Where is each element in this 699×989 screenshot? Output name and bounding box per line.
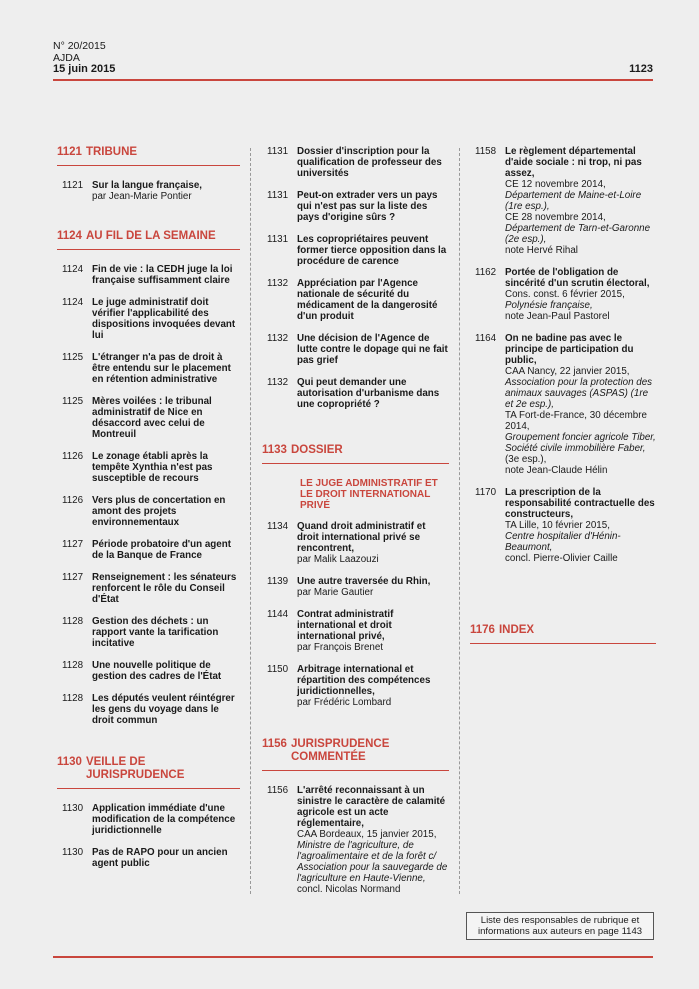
entry-page: 1127 — [62, 539, 84, 550]
toc-entry[interactable] — [470, 487, 656, 564]
column-3 — [470, 146, 656, 658]
toc-entry[interactable] — [57, 297, 240, 341]
entry-page: 1124 — [62, 297, 84, 308]
entry-title: On ne badine pas avec le principe de participation du public, — [505, 333, 634, 366]
toc-entry[interactable] — [57, 572, 240, 605]
entry-page: 1130 — [62, 803, 84, 814]
entry-page: 1128 — [62, 616, 84, 627]
entry-title: Contrat administratif international et droit international privé, — [297, 609, 394, 642]
entry-title: Arbitrage international et répartition des compétences juridictionnelles, — [297, 664, 431, 697]
entry-page: 1128 — [62, 693, 84, 704]
entry-page: 1125 — [62, 352, 84, 363]
toc-entry[interactable] — [57, 352, 240, 385]
entry-page: 1126 — [62, 495, 84, 506]
toc-entry[interactable] — [57, 660, 240, 682]
entry-page: 1139 — [267, 576, 289, 587]
entry-detail: TA Lille, 10 février 2015, — [505, 520, 610, 531]
toc-entry[interactable] — [470, 333, 656, 476]
section-index — [470, 624, 656, 644]
entry-page: 1125 — [62, 396, 84, 407]
section-page: 1176 — [470, 624, 495, 636]
entry-detail: (3e esp.), — [505, 454, 547, 465]
entry-page: 1170 — [475, 487, 497, 498]
entry-title: Une nouvelle politique de gestion des cadres de l'État — [92, 660, 222, 682]
issue-date: 15 juin 2015 — [53, 63, 116, 75]
entry-page: 1158 — [475, 146, 497, 157]
entry-title: Les copropriétaires peuvent former tierce opposition dans la procédure de carence — [297, 234, 447, 267]
toc-entry[interactable] — [57, 180, 240, 202]
entry-title: Renseignement : les sénateurs renforcent le rôle du Conseil d'État — [92, 572, 237, 605]
entry-author: par Marie Gautier — [297, 587, 374, 598]
section-title — [262, 444, 449, 464]
column-2 — [262, 146, 449, 906]
section-title — [57, 230, 240, 250]
entry-detail: Département de Tarn-et-Garonne (2e esp.), — [505, 223, 651, 245]
entry-title: Le zonage établi après la tempête Xynthia n'est pas susceptible de recours — [92, 451, 213, 484]
entry-page: 1130 — [62, 847, 84, 858]
entry-title: Fin de vie : la CEDH juge la loi française suffisamment claire — [92, 264, 233, 286]
top-rule — [53, 79, 653, 81]
toc-entry[interactable] — [262, 521, 449, 565]
toc-entry[interactable] — [470, 267, 656, 322]
entry-detail: CAA Nancy, 22 janvier 2015, — [505, 366, 630, 377]
entry-page: 1156 — [267, 785, 289, 796]
entry-page: 1131 — [267, 190, 289, 201]
section-label: VEILLE DE JURISPRUDENCE — [85, 756, 185, 781]
entry-court: CAA Bordeaux, 15 janvier 2015, — [297, 829, 437, 840]
entry-title: Le juge administratif doit vérifier l'applicabilité des dispositions invoquées devant lui — [92, 297, 236, 341]
section-veille — [57, 756, 240, 869]
entry-detail: Groupement foncier agricole Tiber, Société civile immobilière Faber, — [505, 432, 656, 454]
toc-entry[interactable] — [470, 146, 656, 256]
entry-detail: TA Fort-de-France, 30 décembre 2014, — [505, 410, 647, 432]
toc-entry[interactable] — [262, 609, 449, 653]
entry-page: 1134 — [267, 521, 289, 532]
entry-title: Période probatoire d'un agent de la Banque de France — [92, 539, 231, 561]
entry-title: Quand droit administratif et droit international privé se rencontrent, — [297, 521, 426, 554]
entry-page: 1150 — [267, 664, 289, 675]
entry-page: 1162 — [475, 267, 497, 278]
entry-page: 1127 — [62, 572, 84, 583]
column-divider-1 — [250, 148, 251, 894]
entry-page: 1131 — [267, 146, 289, 157]
toc-entry[interactable] — [262, 234, 449, 267]
toc-entry[interactable] — [262, 377, 449, 410]
section-semaine — [57, 230, 240, 726]
entry-detail: Centre hospitalier d'Hénin-Beaumont, — [505, 531, 621, 553]
entry-title: Le règlement départemental d'aide sociale : ni trop, ni pas assez, — [505, 146, 642, 179]
entry-title: Qui peut demander une autorisation d'urbanisme dans une copropriété ? — [297, 377, 440, 410]
authors-info-note: Liste des responsables de rubrique et informations aux auteurs en page 1143 — [466, 912, 654, 940]
bottom-rule — [53, 956, 653, 958]
section-label: TRIBUNE — [85, 146, 138, 158]
section-jurisprudence — [262, 738, 449, 895]
section-page: 1124 — [57, 230, 82, 242]
entry-page: 1124 — [62, 264, 84, 275]
toc-entry[interactable] — [262, 146, 449, 179]
page-number: 1123 — [629, 63, 653, 75]
entry-detail: concl. Pierre-Olivier Caille — [505, 553, 618, 564]
toc-entry[interactable] — [262, 278, 449, 322]
dossier-heading: LE JUGE ADMINISTRATIF ET LE DROIT INTERNATIONAL PRIVÉ — [300, 478, 438, 511]
entry-note: concl. Nicolas Normand — [297, 884, 401, 895]
toc-entry[interactable] — [262, 785, 449, 895]
entry-page: 1131 — [267, 234, 289, 245]
section-page: 1121 — [57, 146, 82, 158]
toc-entry[interactable] — [57, 616, 240, 649]
toc-entry[interactable] — [57, 539, 240, 561]
section-tribune — [57, 146, 240, 202]
toc-entry[interactable] — [57, 264, 240, 286]
entry-title: Les députés veulent réintégrer les gens du voyage dans le droit commun — [92, 693, 235, 726]
toc-entry[interactable] — [57, 803, 240, 836]
entry-title: Portée de l'obligation de sincérité d'un scrutin électoral, — [505, 267, 650, 289]
entry-page: 1144 — [267, 609, 289, 620]
entry-author: par Jean-Marie Pontier — [92, 191, 192, 202]
entry-title: Une autre traversée du Rhin, — [297, 576, 431, 587]
entry-parties: Ministre de l'agriculture, de l'agroalimentaire et de la forêt c/ Association pour la sauvegarde de l'agriculture en Haute-Vienne, — [297, 840, 448, 884]
entry-title: Gestion des déchets : un rapport vante la tarification incitative — [92, 616, 219, 649]
section-label: DOSSIER — [290, 444, 343, 456]
entry-page: 1121 — [62, 180, 84, 191]
entry-page: 1164 — [475, 333, 497, 344]
toc-entry[interactable] — [57, 847, 240, 869]
entry-title: Pas de RAPO pour un ancien agent public — [92, 847, 228, 869]
toc-entry[interactable] — [262, 576, 449, 598]
section-page: 1156 — [262, 738, 287, 750]
entry-title: L'étranger n'a pas de droit à être entendu sur le placement en rétention administrative — [92, 352, 231, 385]
entry-author: par Malik Laazouzi — [297, 554, 379, 565]
entry-detail: Polynésie française, — [505, 300, 593, 311]
toc-entry[interactable] — [57, 396, 240, 440]
entry-title: Peut-on extrader vers un pays qui n'est pas sur la liste des pays d'origine sûrs ? — [297, 190, 438, 223]
entry-detail: note Jean-Claude Hélin — [505, 465, 608, 476]
entry-detail: Cons. const. 6 février 2015, — [505, 289, 625, 300]
toc-entry[interactable] — [262, 664, 449, 708]
entry-detail: note Hervé Rihal — [505, 245, 578, 256]
column-divider-2 — [459, 148, 460, 894]
toc-entry[interactable] — [57, 451, 240, 484]
section-title — [57, 756, 240, 789]
journal-name: AJDA — [53, 51, 80, 64]
entry-page: 1132 — [267, 278, 289, 289]
entry-title: Appréciation par l'Agence nationale de sécurité du médicament de la dangerosité d'un produit — [297, 278, 438, 322]
entry-title: Vers plus de concertation en amont des projets environnementaux — [92, 495, 226, 528]
column-1 — [57, 146, 240, 880]
section-title[interactable] — [470, 624, 656, 644]
toc-entry[interactable] — [57, 495, 240, 528]
entry-title: L'arrêté reconnaissant à un sinistre le caractère de calamité agricole est un acte réglementaire, — [297, 785, 446, 829]
entry-page: 1132 — [267, 333, 289, 344]
entry-page: 1128 — [62, 660, 84, 671]
section-title — [262, 738, 449, 771]
toc-entry[interactable] — [262, 333, 449, 366]
toc-entry[interactable] — [262, 190, 449, 223]
entry-title: La prescription de la responsabilité contractuelle des constructeurs, — [505, 487, 655, 520]
section-title — [57, 146, 240, 166]
toc-entry[interactable] — [57, 693, 240, 726]
entry-title: Dossier d'inscription pour la qualification de professeur des universités — [297, 146, 442, 179]
entry-detail: CE 28 novembre 2014, — [505, 212, 606, 223]
entry-author: par François Brenet — [297, 642, 384, 653]
section-dossier — [262, 444, 449, 708]
entry-page: 1126 — [62, 451, 84, 462]
entry-author: par Frédéric Lombard — [297, 697, 392, 708]
entry-detail: Association pour la protection des animaux sauvages (ASPAS) (1re et 2e esp.), — [505, 377, 653, 410]
entry-detail: note Jean-Paul Pastorel — [505, 311, 610, 322]
section-label: AU FIL DE LA SEMAINE — [85, 230, 216, 242]
section-label: JURISPRUDENCE COMMENTÉE — [290, 738, 390, 763]
section-page: 1130 — [57, 756, 82, 768]
issue-number: N° 20/2015 — [53, 40, 106, 52]
entry-title: Sur la langue française, — [92, 180, 202, 191]
entry-detail: CE 12 novembre 2014, — [505, 179, 606, 190]
entry-page: 1132 — [267, 377, 289, 388]
masthead — [53, 41, 115, 76]
section-label: INDEX — [498, 624, 535, 636]
entry-detail: Département de Maine-et-Loire (1re esp.), — [505, 190, 642, 212]
entry-title: Mères voilées : le tribunal administratif de Nice en désaccord avec celui de Montreuil — [92, 396, 212, 440]
entry-title: Une décision de l'Agence de lutte contre le dopage qui ne fait pas grief — [297, 333, 448, 366]
section-page: 1133 — [262, 444, 287, 456]
entry-title: Application immédiate d'une modification de la compétence juridictionnelle — [92, 803, 236, 836]
